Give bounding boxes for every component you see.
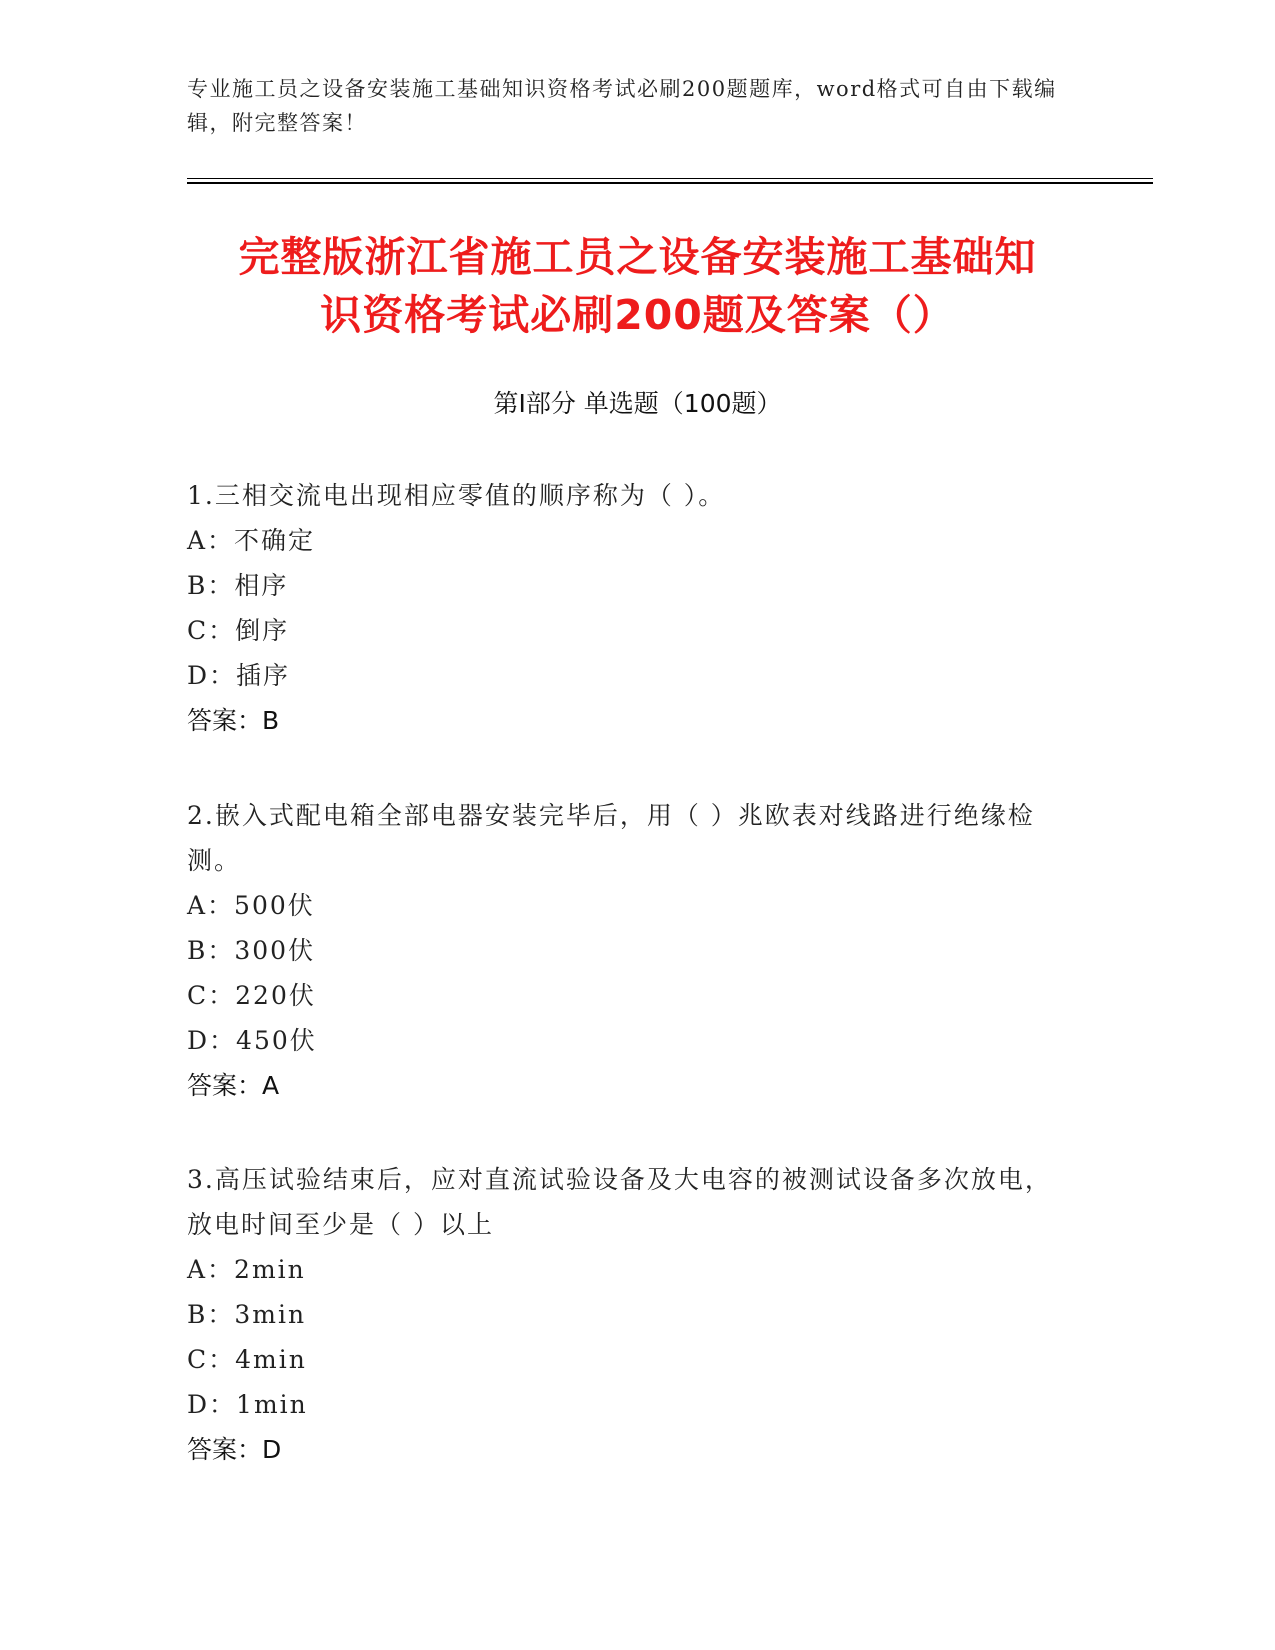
- answer: 答案：D: [187, 1435, 282, 1464]
- section-title: 第Ⅰ部分 单选题（100题）: [493, 389, 782, 418]
- document-title-line-1: 完整版浙江省施工员之设备安装施工基础知: [238, 233, 1037, 281]
- option-b: B：300伏: [187, 936, 316, 965]
- option-d: D：1min: [187, 1390, 308, 1419]
- option-a: A：不确定: [187, 526, 316, 555]
- answer: 答案：A: [187, 1071, 280, 1100]
- question-stem: 1.三相交流电出现相应零值的顺序称为（ ）。: [187, 481, 726, 510]
- option-a: A：2min: [187, 1255, 306, 1284]
- document-title: [150, 228, 1125, 344]
- option-b: B：相序: [187, 571, 289, 600]
- option-d: D：插序: [187, 661, 291, 690]
- document-title-line-2: 识资格考试必刷200题及答案（）: [320, 291, 955, 339]
- option-c: C：4min: [187, 1345, 307, 1374]
- option-b: B：3min: [187, 1300, 307, 1329]
- option-a: A：500伏: [187, 891, 315, 920]
- header-divider-thin: [187, 178, 1153, 179]
- header-divider-thick: [187, 182, 1153, 184]
- question-stem: 2.嵌入式配电箱全部电器安装完毕后，用（ ）兆欧表对线路进行绝缘检测。: [187, 801, 1035, 875]
- header-note: 专业施工员之设备安装施工基础知识资格考试必刷200题题库，word格式可自由下载编辑，附完整答案！: [187, 77, 1057, 135]
- question-3: [187, 1157, 1067, 1472]
- question-stem: 3.高压试验结束后，应对直流试验设备及大电容的被测试设备多次放电，放电时间至少是（ ）以上: [187, 1165, 1052, 1239]
- option-c: C：倒序: [187, 616, 290, 645]
- question-1: [187, 473, 1067, 743]
- question-2: [187, 793, 1067, 1108]
- answer: 答案：B: [187, 706, 280, 735]
- option-c: C：220伏: [187, 981, 316, 1010]
- option-d: D：450伏: [187, 1026, 317, 1055]
